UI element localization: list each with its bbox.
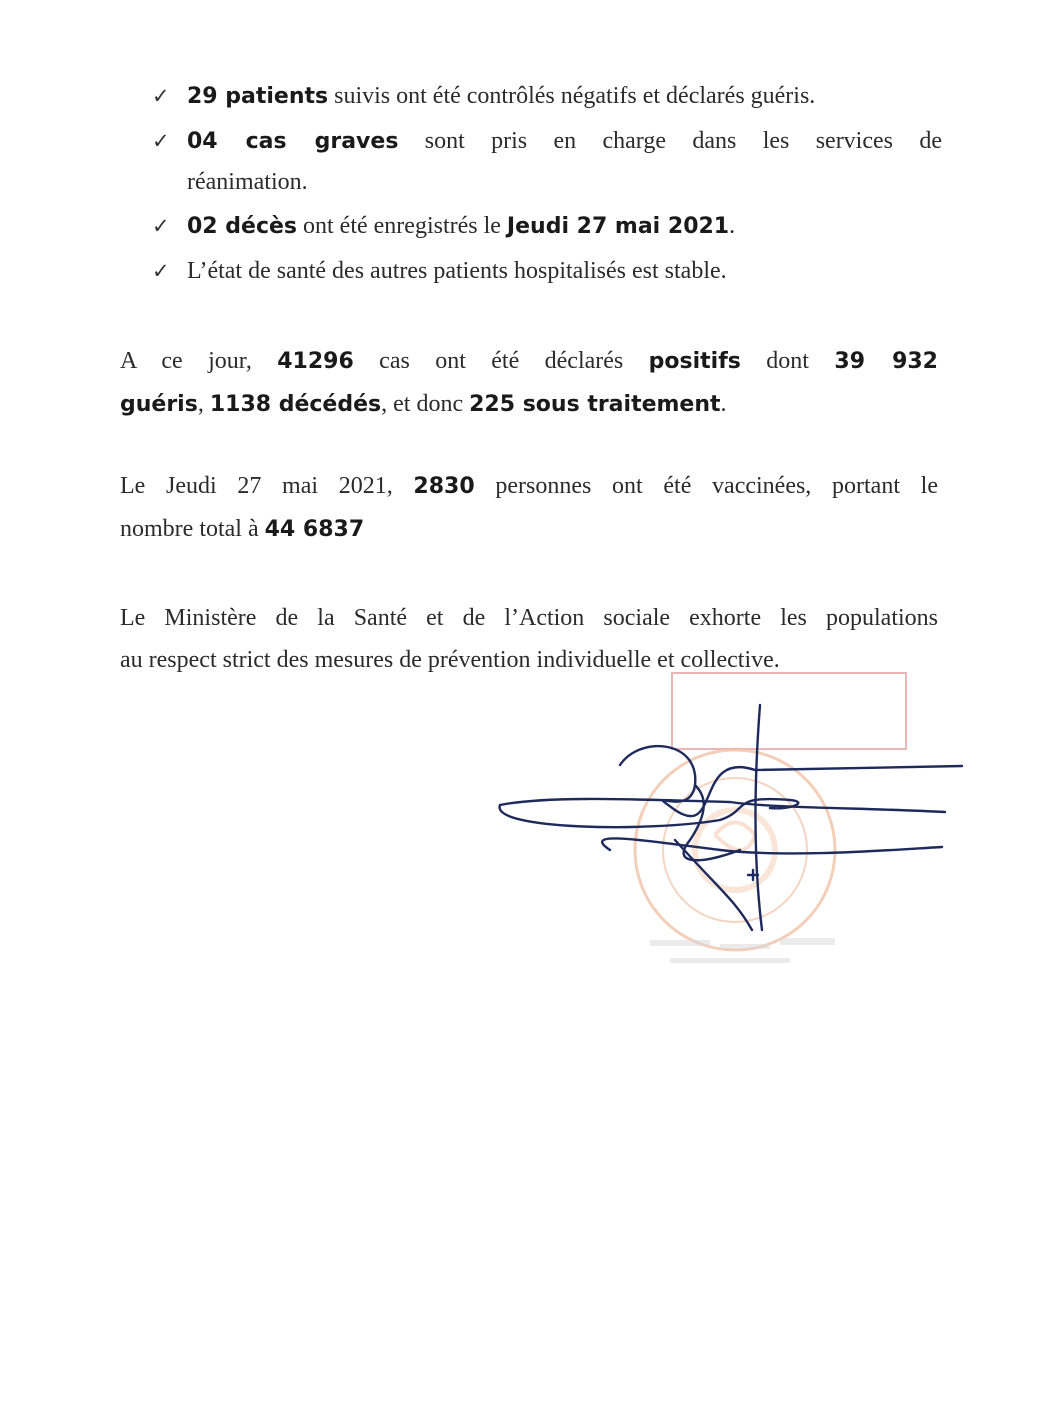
list-item [152, 206, 942, 247]
vaccination-line [120, 465, 938, 508]
closing-paragraph [120, 597, 938, 681]
signature [490, 690, 970, 950]
bullet-list [152, 76, 942, 295]
closing-line: Le Ministère de la Santé et de l’Action sociale exhorte les populations [120, 605, 938, 631]
vaccinated-total: 44 6837 [264, 517, 365, 542]
check-icon: ✓ [152, 129, 170, 153]
bullet-text: L’état de santé des autres patients hospitalisés est stable. [187, 258, 727, 284]
check-icon: ✓ [152, 259, 170, 283]
bullet-text: sont pris en charge dans les services de [398, 128, 942, 154]
bullet-text: ont été enregistrés le [297, 213, 507, 239]
bullet-text: réanimation. [187, 169, 308, 195]
vaccination-paragraph [120, 465, 938, 551]
bold-phrase: 29 patients [187, 84, 329, 109]
summary-text: A ce jour, [120, 348, 278, 374]
bullet-end: . [729, 213, 736, 239]
stamp-residue [640, 930, 850, 980]
list-item [152, 251, 942, 291]
gueris-label: guéris [120, 392, 198, 417]
vaccination-text: Le Jeudi 27 mai 2021, [120, 473, 414, 499]
bold-phrase: 02 décès [187, 214, 297, 239]
traitement-count: 225 sous traitement [469, 392, 721, 417]
vaccinated-count: 2830 [413, 474, 475, 499]
check-icon: ✓ [152, 214, 170, 238]
bullet-text: suivis ont été contrôlés négatifs et déclarés guéris. [328, 83, 816, 109]
bullet-line [187, 121, 942, 162]
list-item [152, 121, 942, 202]
cases-count: 41296 [277, 349, 354, 374]
check-icon: ✓ [152, 84, 170, 108]
summary-line [120, 383, 938, 426]
gueris-count: 39 932 [834, 349, 938, 374]
summary-text: . [720, 391, 727, 417]
vaccination-text: nombre total à [120, 516, 265, 542]
summary-text: cas ont été déclarés [353, 348, 649, 374]
list-item [152, 76, 942, 117]
summary-text: dont [740, 348, 835, 374]
closing-line: au respect strict des mesures de prévention individuelle et collective. [120, 647, 780, 673]
bold-phrase: 04 cas graves [187, 129, 399, 154]
positifs-label: positifs [648, 349, 741, 374]
deces-count: 1138 décédés [209, 392, 382, 417]
vaccination-line [120, 508, 938, 551]
summary-line [120, 340, 938, 383]
summary-paragraph [120, 340, 938, 426]
summary-text: , [197, 391, 210, 417]
bold-date: Jeudi 27 mai 2021 [506, 214, 730, 239]
summary-text: , et donc [381, 391, 470, 417]
vaccination-text: personnes ont été vaccinées, portant le [474, 473, 938, 499]
